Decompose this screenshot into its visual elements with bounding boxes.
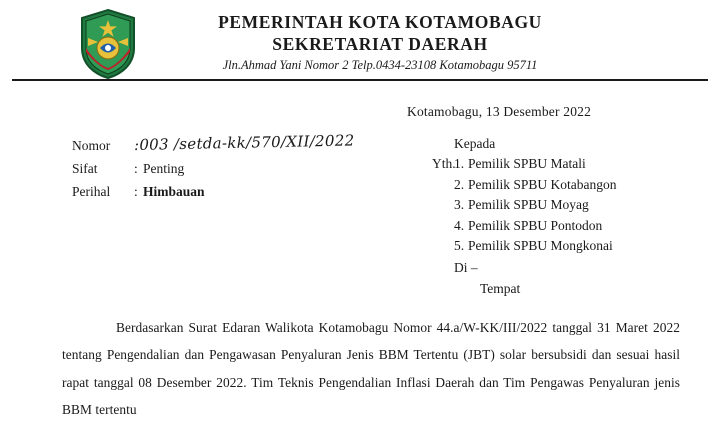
perihal-colon: : bbox=[134, 184, 138, 199]
list-item bbox=[454, 236, 617, 257]
list-item bbox=[454, 154, 617, 175]
meta-row-sifat bbox=[72, 159, 402, 180]
nomor-label: Nomor bbox=[72, 138, 111, 153]
meta-row-perihal bbox=[72, 182, 402, 203]
org-address-line: Jln.Ahmad Yani Nomor 2 Telp.0434-23108 Kotamobagu 95711 bbox=[222, 57, 538, 72]
sifat-colon: : bbox=[134, 161, 138, 176]
document-body bbox=[0, 104, 720, 424]
sifat-value: Penting bbox=[143, 161, 185, 176]
nomor-value: :003 /setda-kk/570/XII/2022 bbox=[133, 131, 355, 154]
recipient-list bbox=[454, 154, 617, 257]
recipient-number: 3. bbox=[454, 197, 465, 213]
org-name-line1: PEMERINTAH KOTA KOTAMOBAGU bbox=[218, 12, 542, 32]
list-item bbox=[454, 216, 617, 237]
recipient-number: 2. bbox=[454, 176, 465, 192]
letter-meta bbox=[72, 131, 402, 205]
letter-head-block bbox=[22, 131, 698, 297]
tempat-label: Tempat bbox=[480, 281, 521, 297]
recipient-name: Pemilik SPBU Pontodon bbox=[468, 217, 603, 233]
sifat-label: Sifat bbox=[72, 161, 98, 176]
city-crest-icon bbox=[78, 8, 138, 78]
recipient-number: 5. bbox=[454, 238, 465, 254]
recipient-name: Pemilik SPBU Moyag bbox=[468, 197, 589, 213]
perihal-label: Perihal bbox=[72, 184, 111, 199]
list-item bbox=[454, 195, 617, 216]
list-item bbox=[454, 175, 617, 196]
yth-label: Yth. bbox=[432, 156, 456, 171]
org-name-line2: SEKRETARIAT DAERAH bbox=[272, 33, 488, 54]
di-label: Di – bbox=[454, 259, 478, 275]
letterhead bbox=[0, 0, 720, 88]
recipient-number: 4. bbox=[454, 217, 465, 233]
place-and-date: Kotamobagu, 13 Desember 2022 bbox=[407, 104, 592, 119]
recipient-name: Pemilik SPBU Mongkonai bbox=[468, 238, 613, 254]
recipient-name: Pemilik SPBU Kotabangon bbox=[468, 176, 617, 192]
recipient-list-wrapper bbox=[432, 154, 712, 257]
recipient-number: 1. bbox=[454, 156, 465, 171]
perihal-value: Himbauan bbox=[143, 184, 205, 199]
recipient-name: Pemilik SPBU Matali bbox=[468, 156, 586, 171]
addressee-block bbox=[432, 136, 712, 300]
meta-row-nomor bbox=[72, 131, 402, 157]
body-paragraph-1: Berdasarkan Surat Edaran Walikota Kotamobagu Nomor 44.a/W-KK/III/2022 tanggal 31 Maret 2022 tentang Pengendalian dan Pengawasan Penyaluran Jenis BBM Tertentu (JBT) solar bersubsidi dan sesuai hasil rapat tanggal 08 Desember 2022. Tim Teknis Pengendalian Inflasi Daerah dan Tim Pengawas Penyaluran jenis BBM tertentu bbox=[62, 320, 680, 418]
kepada-label: Kepada bbox=[454, 136, 496, 151]
